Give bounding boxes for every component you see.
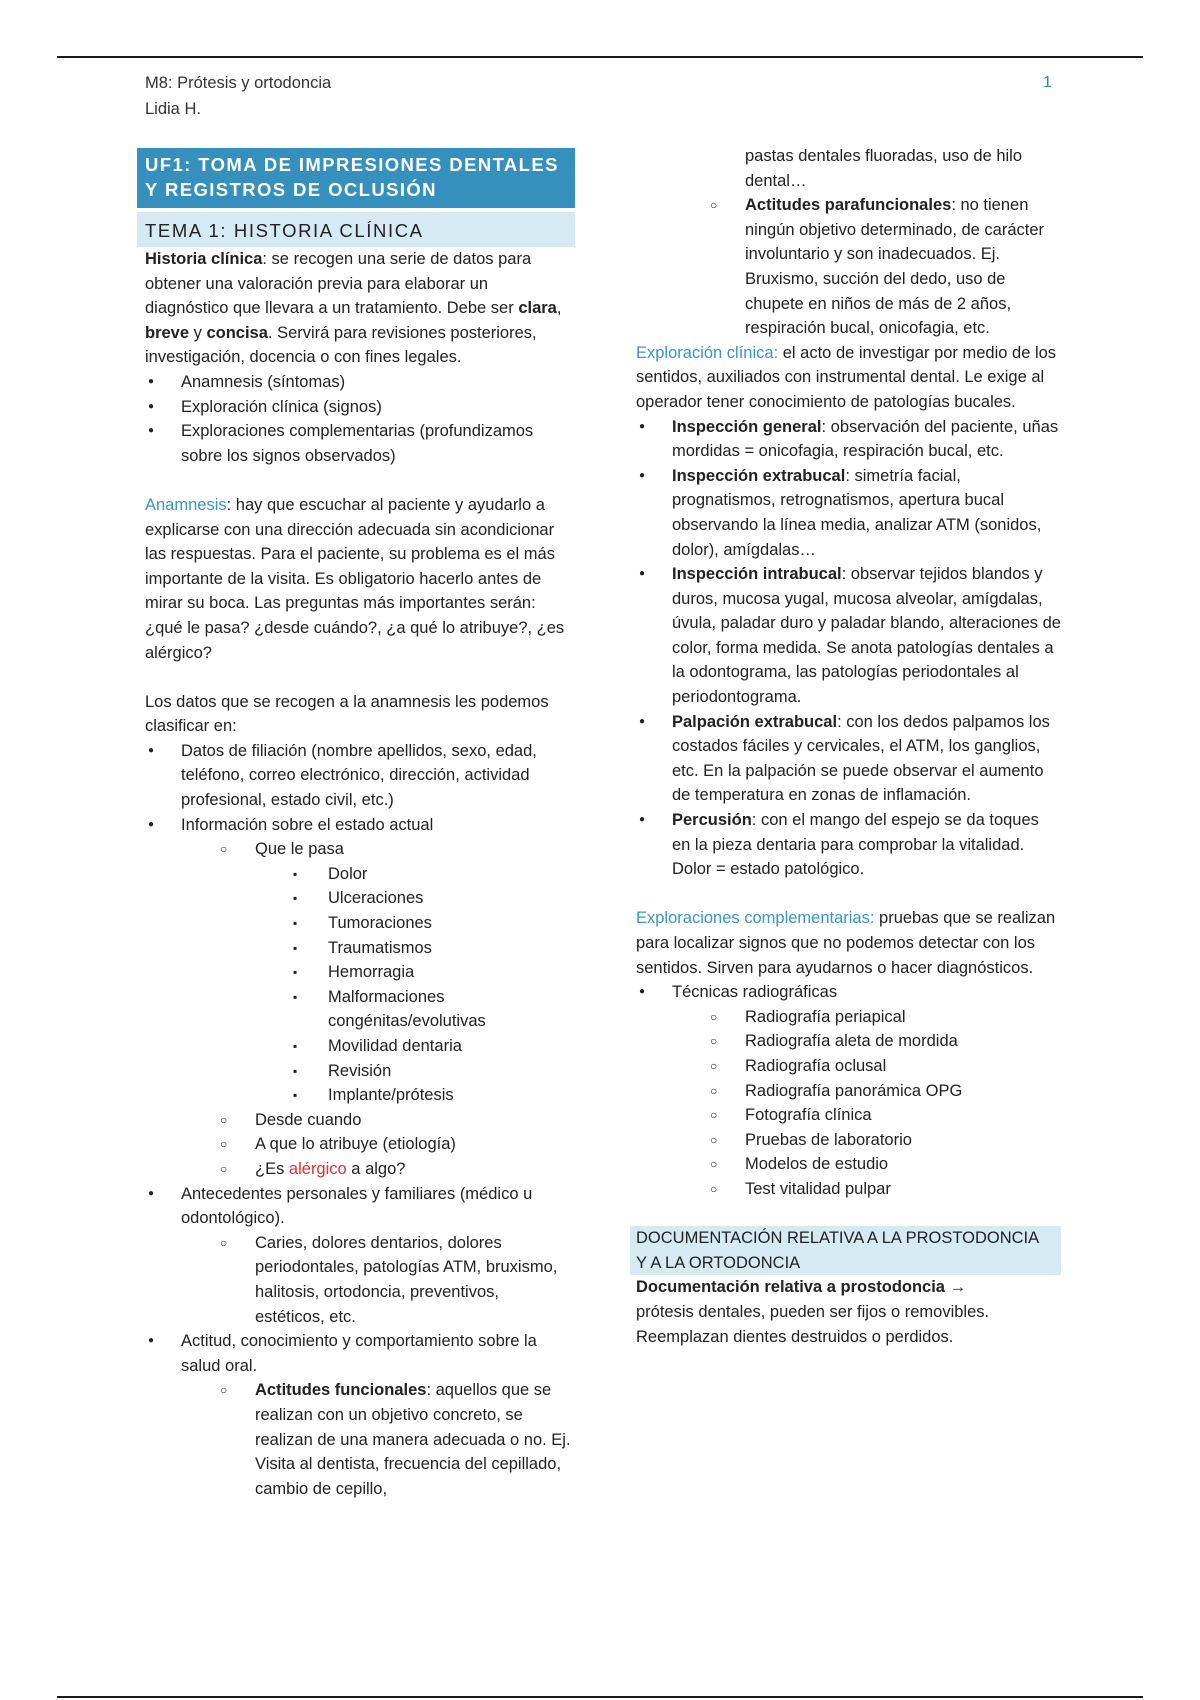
page-number: 1: [1043, 74, 1052, 91]
term: Inspección intrabucal: [672, 565, 842, 584]
list-item: [636, 562, 1061, 710]
list-item: [145, 1378, 573, 1501]
text: ¿Es: [255, 1159, 289, 1178]
list-item: ○ Modelos de estudio: [636, 1152, 1061, 1177]
list-item: ▪ Dolor: [145, 862, 573, 887]
list-item: ● Exploración clínica (signos): [145, 395, 573, 420]
anamnesis-paragraph: [145, 493, 573, 665]
list-item: [636, 808, 1061, 882]
list-item: ● Actitud, conocimiento y comportamiento sobre la salud oral.: [145, 1329, 573, 1378]
list-item: ▪ Malformaciones congénitas/evolutivas: [145, 985, 573, 1034]
list-item: ○ Caries, dolores dentarios, dolores periodontales, patologías ATM, bruxismo, halitosis, ortodoncia, preventivos, estéticos, etc.: [145, 1231, 573, 1329]
documentacion-paragraph: [636, 1275, 1061, 1349]
term-actitudes-funcionales: Actitudes funcionales: [255, 1381, 427, 1400]
text: : aquellos que se realizan con un objetivo concreto, se realizan de una manera adecuada o no. Ej. Visita al dentista, frecuencia del cepillado, cambio de cepillo,: [255, 1381, 571, 1498]
term-historia-clinica: Historia clínica: [145, 250, 263, 268]
author-name: Lidia H.: [145, 100, 201, 118]
list-item: ○ Pruebas de laboratorio: [636, 1128, 1061, 1153]
text: . Servirá para revisiones posteriores, investigación, docencia o con fines legales.: [145, 323, 537, 367]
text: : con los dedos palpamos los costados fáciles y cervicales, el ATM, los ganglios, etc. En la palpación se puede observar el aumento de temperatura en zonas de inflamación.: [672, 712, 1050, 805]
list-item: ▪ Tumoraciones: [145, 911, 573, 936]
term: Inspección general: [672, 417, 822, 436]
term-actitudes-parafuncionales: Actitudes parafuncionales: [745, 196, 952, 215]
actitud-sublist: [145, 1378, 573, 1501]
left-column: [145, 148, 573, 1501]
text: ,: [556, 299, 562, 318]
list-item: ▪ Traumatismos: [145, 936, 573, 961]
text: a algo?: [346, 1159, 406, 1178]
list-item: ● Técnicas radiográficas: [636, 980, 1061, 1005]
term: Palpación extrabucal: [672, 712, 838, 731]
list-item: ○ Radiografía oclusal: [636, 1054, 1061, 1079]
text: y: [189, 323, 207, 342]
list-item: ▪ Hemorragia: [145, 960, 573, 985]
estado-actual-sublist-2: [145, 1108, 573, 1182]
term-documentacion-prostodoncia: Documentación relativa a prostodoncia →: [636, 1278, 967, 1297]
documentacion-heading-line1: DOCUMENTACIÓN RELATIVA A LA PROSTODONCIA: [636, 1229, 1040, 1248]
list-item: ○ Radiografía aleta de mordida: [636, 1029, 1061, 1054]
term-clara: clara: [518, 299, 557, 318]
documentacion-heading: [630, 1226, 1061, 1275]
unit-heading-line2: Y REGISTROS DE OCLUSIÓN: [145, 179, 437, 200]
tecnicas-list: [636, 980, 1061, 1005]
term: Inspección extrabucal: [672, 466, 846, 485]
unit-heading-line1: UF1: TOMA DE IMPRESIONES DENTALES: [145, 154, 559, 175]
text: : con el mango del espejo se da toques en la pieza dentaria para comprobar la vitalidad. Dolor = estado patológico.: [672, 811, 1039, 879]
sintomas-list: [145, 862, 573, 1108]
text: : observación del paciente, uñas mordidas = onicofagia, respiración bucal, etc.: [672, 417, 1059, 461]
inspeccion-list: [636, 415, 1061, 882]
list-item: ● Anamnesis (síntomas): [145, 370, 573, 395]
documentacion-heading-line2: Y A LA ORTODONCIA: [636, 1253, 801, 1272]
list-item: ○ Test vitalidad pulpar: [636, 1177, 1061, 1202]
parafuncionales-list: [636, 193, 1061, 341]
list-item: ○ Fotografía clínica: [636, 1103, 1061, 1128]
text: pruebas que se realizan para localizar signos que no podemos detectar con los sentidos. Sirven para ayudarnos o hacer diagnósticos.: [636, 909, 1056, 977]
estado-actual-sublist: [145, 837, 573, 862]
term-anamnesis: Anamnesis: [145, 495, 227, 514]
list-item: ▪ Revisión: [145, 1059, 573, 1084]
bottom-rule: [57, 1696, 1143, 1698]
historia-clinica-paragraph: [145, 247, 573, 370]
list-item: ▪ Movilidad dentaria: [145, 1034, 573, 1059]
highlight-alergico: alérgico: [288, 1159, 347, 1178]
right-column: [636, 144, 1061, 1349]
unit-heading: [137, 148, 575, 208]
list-item: [145, 1157, 573, 1182]
list-item: [636, 193, 1061, 341]
term-exploracion-clinica: Exploración clínica:: [636, 343, 779, 362]
list-item: [636, 415, 1061, 464]
topic-heading: TEMA 1: HISTORIA CLÍNICA: [137, 212, 575, 247]
tecnicas-sublist: [636, 1005, 1061, 1202]
list-item: ● Exploraciones complementarias (profundizamos sobre los signos observados): [145, 419, 573, 468]
course-title: M8: Prótesis y ortodoncia: [145, 74, 332, 92]
actitud-list: [145, 1329, 573, 1378]
list-item: ○ Radiografía panorámica OPG: [636, 1079, 1061, 1104]
datos-intro: Los datos que se recogen a la anamnesis les podemos clasificar en:: [145, 692, 549, 736]
term: Percusión: [672, 811, 752, 830]
historia-clinica-list: [145, 370, 573, 468]
list-item: ▪ Ulceraciones: [145, 886, 573, 911]
list-item: ○ A que lo atribuye (etiología): [145, 1132, 573, 1157]
page-header: [145, 70, 331, 122]
list-item: ● Información sobre el estado actual: [145, 813, 573, 838]
exploracion-clinica-paragraph: [636, 341, 1061, 415]
antecedentes-sublist: [145, 1231, 573, 1329]
term-breve: breve: [145, 323, 190, 342]
top-rule: [57, 56, 1143, 58]
list-item: ● Antecedentes personales y familiares (médico u odontológico).: [145, 1182, 573, 1231]
datos-list: [145, 739, 573, 837]
list-item: ○ Radiografía periapical: [636, 1005, 1061, 1030]
list-item: ● Datos de filiación (nombre apellidos, sexo, edad, teléfono, correo electrónico, dirección, actividad profesional, estado civil, etc.): [145, 739, 573, 813]
list-item: [636, 464, 1061, 562]
list-item: ○ Desde cuando: [145, 1108, 573, 1133]
list-item: ○ Que le pasa: [145, 837, 573, 862]
antecedentes-list: [145, 1182, 573, 1231]
text: prótesis dentales, pueden ser fijos o removibles. Reemplazan dientes destruidos o perdidos.: [636, 1302, 990, 1346]
text: : observar tejidos blandos y duros, mucosa yugal, mucosa alveolar, amígdalas, úvula, paladar duro y paladar blando, alteraciones de color, forma medida. Se anota patologías dentales a la odontograma, las patologías periodontales al periodontograma.: [672, 565, 1061, 707]
term-concisa: concisa: [206, 323, 268, 342]
exploraciones-complementarias-paragraph: [636, 906, 1061, 980]
text: el acto de investigar por medio de los sentidos, auxiliados con instrumental dental. Le exige al operador tener conocimiento de patologías bucales.: [636, 343, 1057, 411]
funcionales-continuation: pastas dentales fluoradas, uso de hilo dental…: [745, 147, 1023, 190]
text: : no tienen ningún objetivo determinado, de carácter involuntario y son inadecuados. Ej. Bruxismo, succión del dedo, uso de chupete en niños de más de 2 años, respiración bucal, onicofagia, etc.: [745, 196, 1045, 338]
text: : simetría facial, prognatismos, retrognatismos, apertura bucal observando la línea media, analizar ATM (sonidos, dolor), amígdalas…: [672, 466, 1042, 559]
term-exploraciones-complementarias: Exploraciones complementarias:: [636, 909, 875, 928]
list-item: ▪ Implante/prótesis: [145, 1083, 573, 1108]
text: : hay que escuchar al paciente y ayudarlo a explicarse con una dirección adecuada sin acondicionar las respuestas. Para el paciente, su problema es el más importante de la visita. Es obligatorio hacerlo antes de mirar su boca. Las preguntas más importantes serán: ¿qué le pasa? ¿desde cuándo?, ¿a qué lo atribuye?, ¿es alérgico?: [145, 495, 565, 662]
text: : se recogen una serie de datos para obtener una valoración previa para elaborar un diagnóstico que llevara a un tratamiento. Debe ser: [145, 250, 532, 318]
list-item: [636, 710, 1061, 808]
